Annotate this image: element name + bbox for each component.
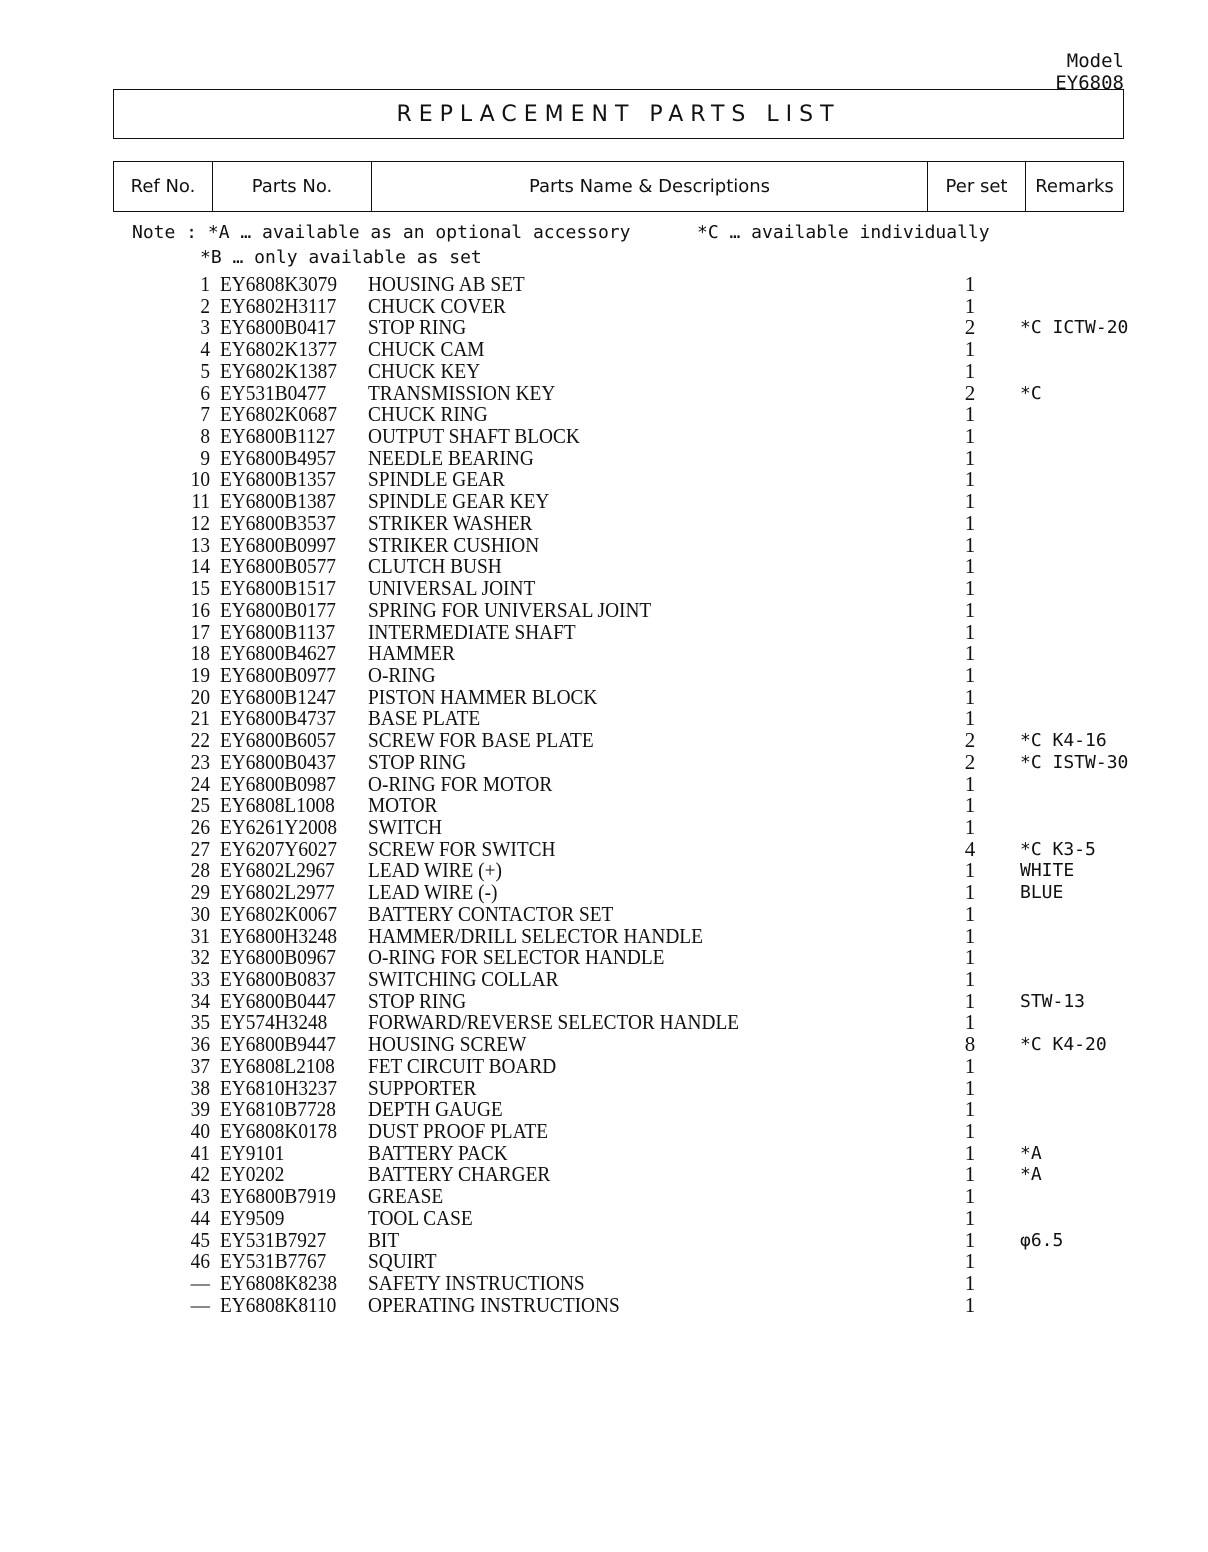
ref-cell: 24 (190, 771, 210, 796)
table-row (0, 1292, 1208, 1317)
ref-cell: 42 (190, 1162, 210, 1187)
part-name-cell: MOTOR (368, 793, 438, 818)
part-name-cell: CHUCK CAM (368, 337, 485, 362)
ref-cell: 36 (190, 1032, 210, 1057)
ref-cell: 38 (190, 1075, 210, 1100)
ref-cell: 16 (190, 597, 210, 622)
per-set-cell: 1 (964, 1053, 976, 1078)
part-number-cell: EY531B7767 (220, 1249, 327, 1274)
table-row (0, 860, 1208, 882)
ref-cell: 21 (190, 706, 210, 731)
remark-cell: *C K4-16 (1020, 730, 1107, 752)
ref-cell: 18 (190, 641, 210, 666)
part-number-cell: EY6261Y2008 (220, 814, 337, 839)
table-row (0, 445, 1208, 470)
table-row (0, 923, 1208, 948)
ref-cell: 33 (190, 967, 210, 991)
part-name-cell: SWITCH (368, 814, 443, 839)
per-set-cell: 1 (964, 858, 976, 883)
per-set-cell: 1 (964, 358, 976, 383)
per-set-cell: 2 (964, 380, 976, 405)
part-number-cell: EY574H3248 (220, 1010, 328, 1035)
per-set-cell: 1 (964, 1140, 976, 1165)
per-set-cell: 1 (964, 1227, 976, 1252)
part-number-cell: EY6808K0178 (220, 1119, 337, 1144)
per-set-cell: 1 (964, 619, 976, 644)
note-line-c: *C … available individually (697, 222, 990, 243)
ref-cell: 41 (190, 1140, 210, 1165)
per-set-cell: 1 (964, 793, 976, 818)
note-line-a: Note : *A … available as an optional accessory (132, 222, 631, 243)
part-number-cell: EY6800B0417 (220, 315, 336, 340)
remark-cell: *A (1020, 1164, 1042, 1186)
part-name-cell: BATTERY CONTACTOR SET (368, 901, 614, 926)
table-row (0, 1227, 1208, 1252)
per-set-cell: 1 (964, 489, 976, 514)
per-set-cell: 1 (964, 1119, 976, 1144)
table-row (0, 1273, 1208, 1295)
table-row (0, 795, 1208, 817)
part-number-cell: EY6802H3117 (220, 293, 337, 318)
per-set-cell: 1 (964, 1292, 976, 1317)
table-row (0, 988, 1208, 1013)
part-number-cell: EY6800B9447 (220, 1032, 336, 1057)
ref-cell: 1 (200, 272, 210, 296)
part-number-cell: EY6800B1247 (220, 684, 336, 709)
per-set-cell: 1 (964, 576, 976, 601)
part-number-cell: EY6800B1357 (220, 467, 336, 492)
part-number-cell: EY6800B0577 (220, 554, 336, 579)
part-name-cell: INTERMEDIATE SHAFT (368, 619, 576, 644)
part-name-cell: SPINDLE GEAR KEY (368, 489, 550, 514)
part-number-cell: EY6800B1127 (220, 424, 336, 449)
ref-cell: 20 (190, 684, 210, 709)
part-number-cell: EY6800B1387 (220, 489, 336, 514)
part-name-cell: O-RING (368, 662, 436, 687)
part-name-cell: DUST PROOF PLATE (368, 1119, 549, 1144)
part-number-cell: EY6800B4627 (220, 641, 336, 666)
header-per-set: Per set (928, 162, 1026, 211)
note-line-b: *B … only available as set (200, 247, 482, 268)
part-name-cell: SPINDLE GEAR (368, 467, 505, 492)
part-number-cell: EY6802K1387 (220, 358, 337, 383)
ref-cell: 45 (190, 1227, 210, 1252)
part-name-cell: OUTPUT SHAFT BLOCK (368, 424, 580, 449)
ref-cell: 2 (200, 293, 210, 318)
part-name-cell: SQUIRT (368, 1249, 437, 1274)
remark-cell: *A (1020, 1142, 1042, 1164)
part-number-cell: EY6800B0987 (220, 771, 336, 796)
part-name-cell: GREASE (368, 1184, 444, 1209)
part-name-cell: STOP RING (368, 988, 467, 1013)
part-name-cell: BIT (368, 1227, 400, 1252)
ref-cell: 9 (200, 445, 210, 470)
part-number-cell: EY6800B3537 (220, 510, 336, 535)
part-number-cell: EY6800B0967 (220, 945, 336, 970)
per-set-cell: 1 (964, 402, 976, 427)
ref-cell: 15 (190, 576, 210, 601)
table-row (0, 882, 1208, 904)
part-number-cell: EY6800B1517 (220, 576, 336, 601)
part-name-cell: PISTON HAMMER BLOCK (368, 684, 598, 709)
remark-cell: *C ICTW-20 (1020, 317, 1129, 339)
per-set-cell: 2 (964, 728, 976, 753)
per-set-cell: 1 (964, 554, 976, 579)
ref-cell: 10 (190, 467, 210, 492)
remark-cell: *C K3-5 (1020, 838, 1096, 860)
part-name-cell: O-RING FOR MOTOR (368, 771, 553, 796)
ref-cell: 39 (190, 1097, 210, 1122)
part-number-cell: EY6802L2977 (220, 880, 335, 905)
part-name-cell: HAMMER/DRILL SELECTOR HANDLE (368, 923, 703, 948)
remark-cell: BLUE (1020, 882, 1064, 904)
table-row (0, 1053, 1208, 1078)
table-row (0, 339, 1208, 361)
per-set-cell: 1 (964, 1097, 976, 1122)
table-row (0, 901, 1208, 926)
part-name-cell: DEPTH GAUGE (368, 1097, 503, 1122)
part-name-cell: TOOL CASE (368, 1205, 473, 1230)
part-number-cell: EY531B0477 (220, 380, 327, 405)
part-name-cell: BASE PLATE (368, 706, 481, 731)
part-name-cell: CHUCK COVER (368, 293, 506, 318)
part-name-cell: CLUTCH BUSH (368, 554, 502, 579)
table-row (0, 1205, 1208, 1230)
table-row (0, 1075, 1208, 1100)
model-number: Model EY6808 (1055, 50, 1124, 94)
table-row (0, 556, 1208, 578)
table-row (0, 1012, 1208, 1034)
per-set-cell: 2 (964, 315, 976, 340)
ref-cell: 28 (190, 858, 210, 883)
part-number-cell: EY6800B0997 (220, 532, 336, 557)
table-row (0, 1099, 1208, 1121)
part-number-cell: EY6810H3237 (220, 1075, 337, 1100)
per-set-cell: 1 (964, 1205, 976, 1230)
part-number-cell: EY6800B0837 (220, 967, 336, 991)
part-name-cell: BATTERY CHARGER (368, 1162, 551, 1187)
part-number-cell: EY6808K8110 (220, 1292, 337, 1317)
part-number-cell: EY6808K8238 (220, 1271, 337, 1296)
per-set-cell: 1 (964, 880, 976, 905)
ref-cell: 34 (190, 988, 210, 1013)
table-row (0, 293, 1208, 318)
per-set-cell: 1 (964, 424, 976, 449)
ref-cell: 27 (190, 836, 210, 861)
part-number-cell: EY6808L2108 (220, 1053, 335, 1078)
part-name-cell: LEAD WIRE (+) (368, 858, 502, 883)
table-row (0, 1140, 1208, 1165)
per-set-cell: 1 (964, 1249, 976, 1274)
ref-cell: 37 (190, 1053, 210, 1078)
part-name-cell: SCREW FOR BASE PLATE (368, 728, 594, 753)
ref-cell: 19 (190, 662, 210, 687)
table-row (0, 380, 1208, 405)
per-set-cell: 1 (964, 1271, 976, 1296)
per-set-cell: 2 (964, 749, 976, 774)
ref-cell: 14 (190, 554, 210, 579)
title-box (113, 89, 1124, 139)
part-name-cell: LEAD WIRE (-) (368, 880, 498, 905)
table-row (0, 532, 1208, 557)
part-name-cell: SAFETY INSTRUCTIONS (368, 1271, 585, 1296)
per-set-cell: 4 (964, 836, 976, 861)
ref-cell: 8 (200, 424, 210, 449)
part-number-cell: EY6800B0977 (220, 662, 336, 687)
table-row (0, 1251, 1208, 1273)
part-name-cell: STOP RING (368, 749, 467, 774)
table-row (0, 1034, 1208, 1056)
part-number-cell: EY6808K3079 (220, 272, 337, 296)
per-set-cell: 1 (964, 532, 976, 557)
remark-cell: φ6.5 (1020, 1229, 1064, 1251)
part-name-cell: STRIKER WASHER (368, 510, 533, 535)
part-number-cell: EY6800B1137 (220, 619, 336, 644)
part-number-cell: EY9101 (220, 1140, 285, 1165)
per-set-cell: 1 (964, 771, 976, 796)
table-row (0, 510, 1208, 535)
per-set-cell: 1 (964, 967, 976, 991)
part-number-cell: EY6802L2967 (220, 858, 335, 883)
table-row (0, 684, 1208, 709)
part-number-cell: EY6800B0447 (220, 988, 336, 1013)
ref-cell: 26 (190, 814, 210, 839)
part-name-cell: TRANSMISSION KEY (368, 380, 556, 405)
table-row (0, 358, 1208, 383)
header-remarks: Remarks (1035, 176, 1114, 197)
remark-cell: *C (1020, 382, 1042, 404)
table-header (113, 161, 1124, 212)
ref-cell: 22 (190, 728, 210, 753)
per-set-cell: 1 (964, 923, 976, 948)
per-set-cell: 1 (964, 901, 976, 926)
ref-cell: 12 (190, 510, 210, 535)
part-number-cell: EY6800B0437 (220, 749, 336, 774)
per-set-cell: 1 (964, 293, 976, 318)
remark-cell: *C K4-20 (1020, 1034, 1107, 1056)
table-row (0, 578, 1208, 600)
ref-cell: 35 (190, 1010, 210, 1035)
ref-cell: — (190, 1271, 210, 1296)
part-number-cell: EY6800H3248 (220, 923, 337, 948)
part-name-cell: STRIKER CUSHION (368, 532, 540, 557)
per-set-cell: 1 (964, 467, 976, 492)
ref-cell: 44 (190, 1205, 210, 1230)
table-row (0, 317, 1208, 339)
part-number-cell: EY0202 (220, 1162, 285, 1187)
table-row (0, 969, 1208, 991)
part-number-cell: EY6800B4957 (220, 445, 336, 470)
ref-cell: 29 (190, 880, 210, 905)
ref-cell: 6 (200, 380, 210, 405)
table-row (0, 708, 1208, 730)
table-row (0, 662, 1208, 687)
part-name-cell: SPRING FOR UNIVERSAL JOINT (368, 597, 652, 622)
header-ref: Ref No. (114, 162, 213, 211)
ref-cell: 43 (190, 1184, 210, 1209)
ref-cell: 40 (190, 1119, 210, 1144)
table-row (0, 814, 1208, 839)
header-parts-name: Parts Name & Descriptions (372, 162, 928, 211)
per-set-cell: 1 (964, 706, 976, 731)
part-name-cell: FORWARD/REVERSE SELECTOR HANDLE (368, 1010, 740, 1035)
part-number-cell: EY6800B4737 (220, 706, 336, 731)
ref-cell: 23 (190, 749, 210, 774)
ref-cell: 46 (190, 1249, 210, 1274)
table-row (0, 1121, 1208, 1143)
part-name-cell: SCREW FOR SWITCH (368, 836, 556, 861)
per-set-cell: 1 (964, 337, 976, 362)
part-name-cell: OPERATING INSTRUCTIONS (368, 1292, 620, 1317)
part-name-cell: FET CIRCUIT BOARD (368, 1053, 557, 1078)
table-row (0, 1164, 1208, 1186)
per-set-cell: 1 (964, 597, 976, 622)
part-name-cell: CHUCK KEY (368, 358, 481, 383)
ref-cell: 3 (200, 315, 210, 340)
per-set-cell: 1 (964, 684, 976, 709)
table-row (0, 274, 1208, 296)
per-set-cell: 1 (964, 445, 976, 470)
table-row (0, 749, 1208, 774)
ref-cell: 7 (200, 402, 210, 427)
table-row (0, 643, 1208, 665)
part-number-cell: EY6207Y6027 (220, 836, 337, 861)
part-number-cell: EY6802K0687 (220, 402, 337, 427)
ref-cell: 32 (190, 945, 210, 970)
ref-cell: 4 (200, 337, 210, 362)
ref-cell: 5 (200, 358, 210, 383)
part-number-cell: EY6810B7728 (220, 1097, 336, 1122)
per-set-cell: 1 (964, 510, 976, 535)
per-set-cell: 1 (964, 1184, 976, 1209)
part-number-cell: EY6802K0067 (220, 901, 337, 926)
remark-cell: *C ISTW-30 (1020, 751, 1129, 773)
ref-cell: 30 (190, 901, 210, 926)
part-number-cell: EY6800B6057 (220, 728, 336, 753)
table-row (0, 469, 1208, 491)
table-row (0, 404, 1208, 426)
part-number-cell: EY6802K1377 (220, 337, 337, 362)
part-name-cell: STOP RING (368, 315, 467, 340)
page-title: REPLACEMENT PARTS LIST (396, 101, 841, 127)
per-set-cell: 1 (964, 1162, 976, 1187)
ref-cell: 17 (190, 619, 210, 644)
ref-cell: 13 (190, 532, 210, 557)
part-number-cell: EY6800B0177 (220, 597, 336, 622)
part-name-cell: NEEDLE BEARING (368, 445, 534, 470)
table-row (0, 947, 1208, 969)
ref-cell: 25 (190, 793, 210, 818)
table-row (0, 491, 1208, 513)
part-number-cell: EY6800B7919 (220, 1184, 336, 1209)
table-row (0, 1186, 1208, 1208)
ref-cell: 31 (190, 923, 210, 948)
part-name-cell: BATTERY PACK (368, 1140, 508, 1165)
table-row (0, 619, 1208, 644)
part-name-cell: O-RING FOR SELECTOR HANDLE (368, 945, 665, 970)
table-row (0, 426, 1208, 448)
part-number-cell: EY531B7927 (220, 1227, 327, 1252)
part-name-cell: CHUCK RING (368, 402, 488, 427)
table-row (0, 730, 1208, 752)
per-set-cell: 1 (964, 1010, 976, 1035)
part-name-cell: SUPPORTER (368, 1075, 477, 1100)
per-set-cell: 1 (964, 641, 976, 666)
part-number-cell: EY6808L1008 (220, 793, 335, 818)
table-row (0, 771, 1208, 796)
per-set-cell: 1 (964, 272, 976, 296)
part-number-cell: EY9509 (220, 1205, 285, 1230)
parts-list (0, 274, 1208, 1317)
table-row (0, 597, 1208, 622)
per-set-cell: 8 (964, 1032, 976, 1057)
part-name-cell: SWITCHING COLLAR (368, 967, 559, 991)
per-set-cell: 1 (964, 1075, 976, 1100)
part-name-cell: UNIVERSAL JOINT (368, 576, 536, 601)
per-set-cell: 1 (964, 814, 976, 839)
part-name-cell: HAMMER (368, 641, 455, 666)
remark-cell: STW-13 (1020, 990, 1086, 1012)
ref-cell: 11 (191, 489, 210, 514)
table-row (0, 836, 1208, 861)
remark-cell: WHITE (1020, 860, 1075, 882)
part-name-cell: HOUSING SCREW (368, 1032, 527, 1057)
part-name-cell: HOUSING AB SET (368, 272, 525, 296)
per-set-cell: 1 (964, 945, 976, 970)
header-parts-no: Parts No. (213, 162, 372, 211)
ref-cell: — (190, 1292, 210, 1317)
per-set-cell: 1 (964, 662, 976, 687)
per-set-cell: 1 (964, 988, 976, 1013)
